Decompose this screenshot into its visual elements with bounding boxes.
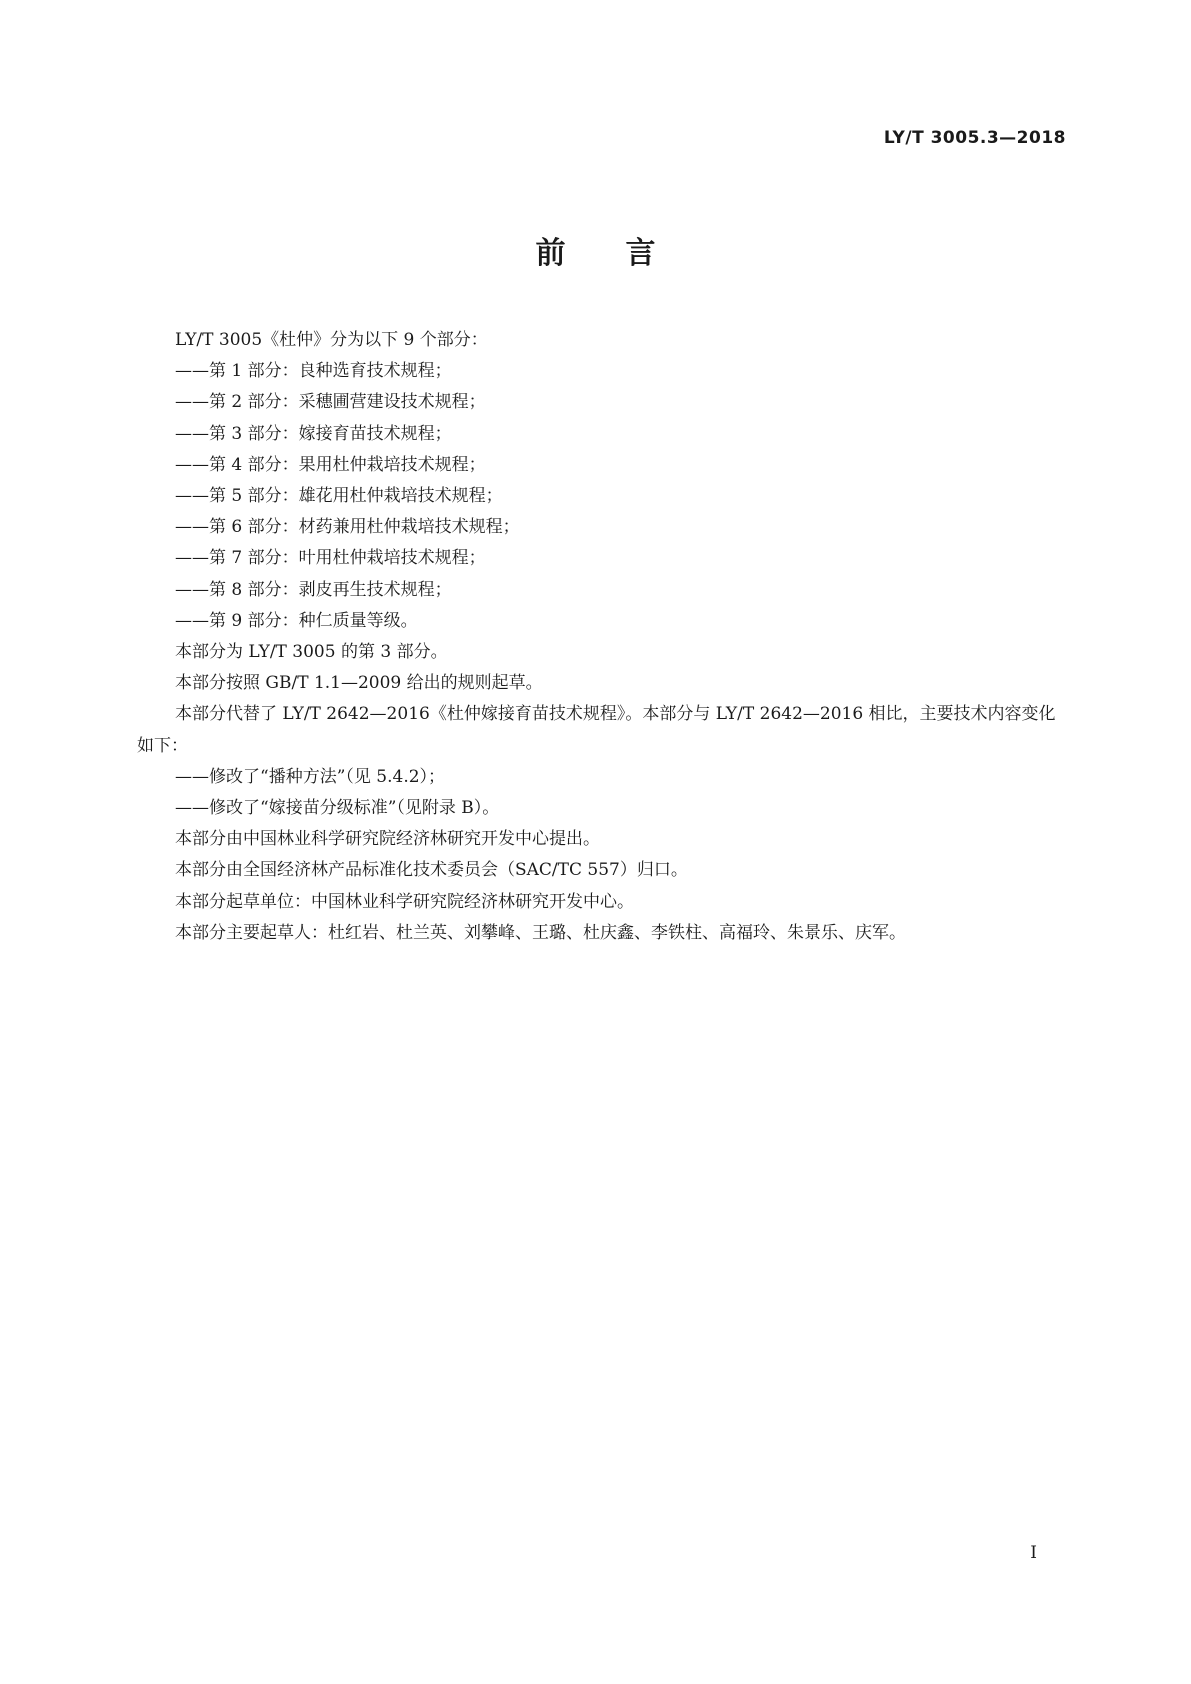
- replaces-paragraph: 本部分代替了 LY/T 2642—2016《杜仲嫁接育苗技术规程》。本部分与 LY/T 2642—2016 相比，主要技术内容变化如下：: [137, 704, 1056, 756]
- this-part-paragraph: 本部分为 LY/T 3005 的第 3 部分。: [175, 642, 448, 663]
- change-list-item: ——修改了“嫁接苗分级标准”（见附录 B）。: [175, 798, 500, 819]
- part-list-item: ——第 1 部分：良种选育技术规程；: [175, 361, 452, 382]
- part-list-item: ——第 9 部分：种仁质量等级。: [175, 610, 418, 631]
- part-list-item: ——第 7 部分：叶用杜仲栽培技术规程；: [175, 548, 486, 569]
- centralized-by-paragraph: 本部分由全国经济林产品标准化技术委员会（SAC/TC 557）归口。: [175, 860, 688, 881]
- part-list-item: ——第 6 部分：材药兼用杜仲栽培技术规程；: [175, 517, 520, 538]
- page-title: 前言: [535, 236, 716, 271]
- part-list-item: ——第 4 部分：果用杜仲栽培技术规程；: [175, 454, 486, 475]
- part-list-item: ——第 5 部分：雄花用杜仲栽培技术规程；: [175, 486, 503, 507]
- change-list-item: ——修改了“播种方法”（见 5.4.2）；: [175, 766, 446, 787]
- part-list-item: ——第 3 部分：嫁接育苗技术规程；: [175, 423, 452, 444]
- drafters-paragraph: 本部分主要起草人：杜红岩、杜兰英、刘攀峰、王璐、杜庆鑫、李铁柱、高福玲、朱景乐、庆军。: [175, 922, 906, 943]
- drafting-rule-paragraph: 本部分按照 GB/T 1.1—2009 给出的规则起草。: [175, 673, 543, 694]
- part-list-item: ——第 8 部分：剥皮再生技术规程；: [175, 579, 452, 600]
- document-id: LY/T 3005.3—2018: [883, 128, 1066, 148]
- part-list-item: ——第 2 部分：采穗圃营建设技术规程；: [175, 392, 486, 413]
- drafting-unit-paragraph: 本部分起草单位：中国林业科学研究院经济林研究开发中心。: [175, 891, 634, 912]
- proposed-by-paragraph: 本部分由中国林业科学研究院经济林研究开发中心提出。: [175, 829, 600, 850]
- page-number: I: [1030, 1543, 1037, 1563]
- intro-paragraph: LY/T 3005《杜仲》分为以下 9 个部分：: [175, 330, 488, 350]
- foreword-body: [137, 325, 1067, 949]
